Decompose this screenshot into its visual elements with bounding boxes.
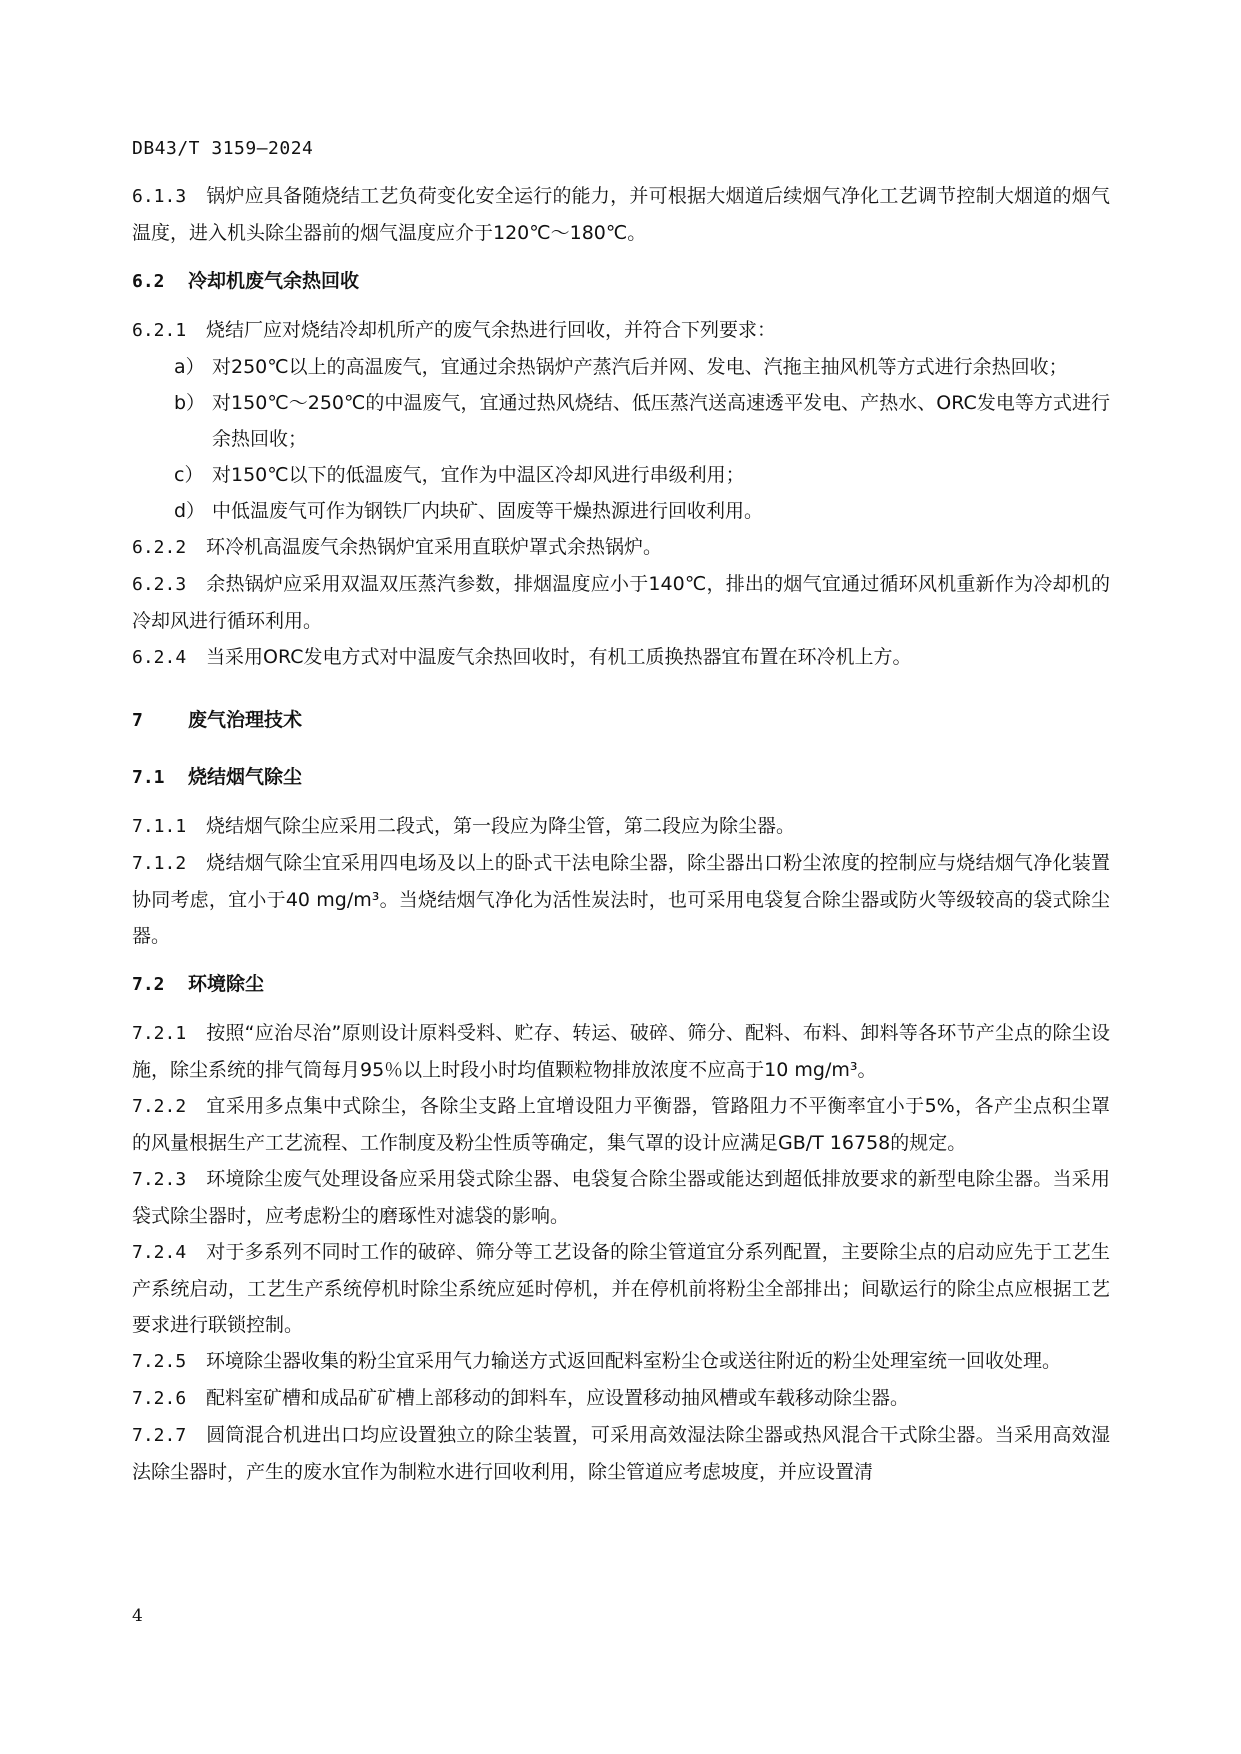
list-marker: d）	[174, 500, 206, 522]
section-number: 7.2	[132, 974, 165, 995]
list-item	[132, 493, 1110, 529]
clause-7-1-2	[132, 845, 1110, 954]
section-title: 冷却机废气余热回收	[188, 270, 360, 292]
section-heading-6-2	[132, 263, 1110, 300]
clause-text: 按照“应治尽治”原则设计原料受料、贮存、转运、破碎、筛分、配料、布料、卸料等各环节产尘点的除尘设施，除尘系统的排气筒每月95％以上时段小时均值颗粒物排放浓度不应高于10 mg/m³。	[132, 1022, 1110, 1081]
clause-6-2-1	[132, 312, 1110, 349]
clause-text: 环冷机高温废气余热锅炉宜采用直联炉罩式余热锅炉。	[206, 536, 663, 558]
clause-number: 6.1.3	[132, 186, 187, 207]
clause-7-1-1	[132, 808, 1110, 845]
clause-text: 配料室矿槽和成品矿矿槽上部移动的卸料车，应设置移动抽风槽或车载移动除尘器。	[206, 1387, 910, 1409]
list-item	[132, 349, 1110, 385]
list-marker: b）	[174, 392, 206, 414]
list-item-text: 中低温废气可作为钢铁厂内块矿、固废等干燥热源进行回收利用。	[212, 500, 764, 522]
clause-number: 6.2.2	[132, 537, 187, 558]
clause-7-2-2	[132, 1088, 1110, 1161]
clause-number: 7.2.6	[132, 1388, 187, 1409]
section-title: 环境除尘	[188, 973, 265, 995]
clause-number: 7.2.2	[132, 1096, 187, 1117]
clause-text: 宜采用多点集中式除尘，各除尘支路上宜增设阻力平衡器，管路阻力不平衡率宜小于5%，各产尘点积尘罩的风量根据生产工艺流程、工作制度及粉尘性质等确定，集气罩的设计应满足GB/T 16758的规定。	[132, 1095, 1110, 1154]
section-number: 6.2	[132, 271, 165, 292]
clause-text: 当采用ORC发电方式对中温废气余热回收时，有机工质换热器宜布置在环冷机上方。	[206, 646, 912, 668]
clause-6-2-4	[132, 639, 1110, 676]
chapter-title: 废气治理技术	[188, 709, 303, 731]
clause-text: 环境除尘废气处理设备应采用袋式除尘器、电袋复合除尘器或能达到超低排放要求的新型电除尘器。当采用袋式除尘器时，应考虑粉尘的磨琢性对滤袋的影响。	[132, 1168, 1110, 1227]
list-item	[132, 385, 1110, 457]
clause-number: 6.2.3	[132, 574, 187, 595]
clause-text: 锅炉应具备随烧结工艺负荷变化安全运行的能力，并可根据大烟道后续烟气净化工艺调节控制大烟道的烟气温度，进入机头除尘器前的烟气温度应介于120℃～180℃。	[132, 185, 1110, 244]
clause-number: 7.2.4	[132, 1242, 187, 1263]
clause-number: 6.2.4	[132, 647, 187, 668]
clause-number: 7.2.1	[132, 1023, 187, 1044]
clause-text: 烧结烟气除尘应采用二段式，第一段应为降尘管，第二段应为除尘器。	[206, 815, 796, 837]
chapter-number: 7	[132, 710, 143, 731]
standard-code-header: DB43/T 3159—2024	[132, 138, 314, 159]
clause-7-2-6	[132, 1380, 1110, 1417]
clause-text: 余热锅炉应采用双温双压蒸汽参数，排烟温度应小于140℃，排出的烟气宜通过循环风机重新作为冷却机的冷却风进行循环利用。	[132, 573, 1110, 632]
list-marker: a）	[174, 356, 205, 378]
clause-text: 烧结烟气除尘宜采用四电场及以上的卧式干法电除尘器，除尘器出口粉尘浓度的控制应与烧结烟气净化装置协同考虑，宜小于40 mg/m³。当烧结烟气净化为活性炭法时，也可采用电袋复合除尘器或防火等级较高的袋式除尘器。	[132, 852, 1110, 947]
requirement-list	[132, 349, 1110, 529]
section-heading-7-1	[132, 759, 1110, 796]
section-title: 烧结烟气除尘	[188, 766, 303, 788]
clause-number: 7.2.7	[132, 1425, 187, 1446]
clause-number: 7.1.2	[132, 853, 187, 874]
list-item-text: 对150℃～250℃的中温废气，宜通过热风烧结、低压蒸汽送高速透平发电、产热水、ORC发电等方式进行余热回收；	[212, 392, 1110, 450]
list-item-text: 对250℃以上的高温废气，宜通过余热锅炉产蒸汽后并网、发电、汽拖主抽风机等方式进行余热回收；	[212, 356, 1068, 378]
clause-number: 7.1.1	[132, 816, 187, 837]
clause-6-1-3	[132, 178, 1110, 251]
list-item	[132, 457, 1110, 493]
section-number: 7.1	[132, 767, 165, 788]
clause-6-2-3	[132, 566, 1110, 639]
clause-number: 7.2.5	[132, 1351, 187, 1372]
clause-7-2-7	[132, 1417, 1110, 1490]
chapter-heading-7	[132, 702, 1110, 739]
clause-7-2-5	[132, 1343, 1110, 1380]
clause-text: 圆筒混合机进出口均应设置独立的除尘装置，可采用高效湿法除尘器或热风混合干式除尘器。当采用高效湿法除尘器时，产生的废水宜作为制粒水进行回收利用，除尘管道应考虑坡度，并应设置清	[132, 1424, 1110, 1483]
clause-number: 7.2.3	[132, 1169, 187, 1190]
clause-text: 环境除尘器收集的粉尘宜采用气力输送方式返回配料室粉尘仓或送往附近的粉尘处理室统一回收处理。	[206, 1350, 1062, 1372]
clause-text: 烧结厂应对烧结冷却机所产的废气余热进行回收，并符合下列要求：	[206, 319, 777, 341]
list-item-text: 对150℃以下的低温废气，宜作为中温区冷却风进行串级利用；	[212, 464, 745, 486]
list-marker: c）	[174, 464, 204, 486]
clause-6-2-2	[132, 529, 1110, 566]
document-body	[132, 178, 1110, 1490]
clause-number: 6.2.1	[132, 320, 187, 341]
page-number: 4	[132, 1606, 143, 1626]
section-heading-7-2	[132, 966, 1110, 1003]
clause-7-2-1	[132, 1015, 1110, 1088]
clause-text: 对于多系列不同时工作的破碎、筛分等工艺设备的除尘管道宜分系列配置，主要除尘点的启动应先于工艺生产系统启动，工艺生产系统停机时除尘系统应延时停机，并在停机前将粉尘全部排出；间歇运行的除尘点应根据工艺要求进行联锁控制。	[132, 1241, 1110, 1336]
clause-7-2-4	[132, 1234, 1110, 1343]
clause-7-2-3	[132, 1161, 1110, 1234]
